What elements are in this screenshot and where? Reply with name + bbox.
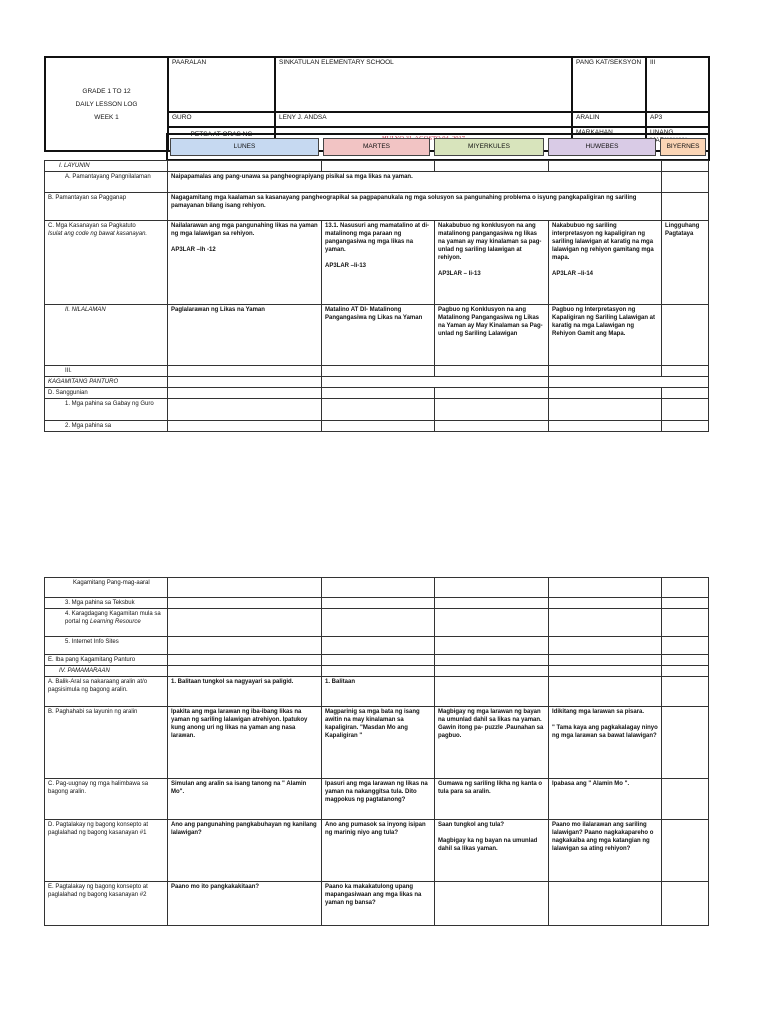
empty-cell bbox=[662, 637, 709, 655]
empty-cell bbox=[662, 598, 709, 609]
empty-cell bbox=[549, 377, 709, 388]
row-c-martes: Ipasuri ang mga larawan ng likas na yaman na nakanggitsa tula. Dito magpokus ng pagtatanong? bbox=[322, 779, 435, 820]
section1-table bbox=[44, 160, 709, 432]
day-martes bbox=[323, 138, 430, 156]
pagganap-label: B. Pamantayan sa Pagganap bbox=[45, 193, 168, 221]
paaralan-value: SINKATULAN ELEMENTARY SCHOOL bbox=[275, 57, 572, 112]
kasanayan-biyernes: Lingguhang Pagtataya bbox=[662, 221, 709, 305]
nilalaman-miyerkules: Pagbuo ng Konklusyon na ang Matalinong Pangangasiwa ng Likas na Yaman ay May Kinalaman sa Pag-unlad ng Sariling Lalawigan bbox=[435, 305, 549, 366]
row-a-lunes: 1. Balitaan tungkol sa nagyayari sa paligid. bbox=[168, 677, 322, 707]
dll-label: DAILY LESSON LOG bbox=[75, 100, 138, 108]
nilalaman-huwebes: Pagbuo ng Interpretasyon ng Kapaligiran ng Sariling Lalawigan at karatig na mga Lalawigan ng Rehiyon Gamit ang Mapa. bbox=[549, 305, 662, 366]
empty-cell bbox=[322, 609, 435, 637]
aralin-label: ARALIN bbox=[572, 112, 646, 127]
day-huwebes-label: HUWEBES bbox=[585, 143, 619, 150]
row-b-huwebes: Idikitang mga larawan sa pisara. " Tama kaya ang pagkakalagay ninyo ng mga larawan sa bawat lalawigan? bbox=[549, 707, 662, 779]
empty-cell bbox=[435, 399, 549, 421]
row-c-huwebes: Ipabasa ang " Alamin Mo ". bbox=[549, 779, 662, 820]
row-d-huwebes: Paano mo ilalarawan ang sariling lalawigan? Paano nagkakapareho o nagkakaiba ang mga katangian ng lalawigan sa ating rehiyon? bbox=[549, 820, 662, 882]
nilalaman-martes: Matalino AT DI- Matalinong Pangangasiwa ng Likas na Yaman bbox=[322, 305, 435, 366]
empty-cell bbox=[662, 388, 709, 399]
empty-cell bbox=[549, 161, 662, 172]
internet-label: 5. Internet Info Sites bbox=[45, 637, 168, 655]
section1-wrap bbox=[44, 160, 708, 432]
empty-cell bbox=[168, 377, 322, 388]
row-a-label: A. Balik-Aral sa nakaraang aralin at/o pagsisimula ng bagong aralin. bbox=[45, 677, 168, 707]
empty-cell bbox=[662, 161, 709, 172]
empty-cell bbox=[435, 609, 549, 637]
empty-cell bbox=[168, 666, 322, 677]
empty-cell bbox=[435, 421, 549, 432]
learning-resource-label: Learning Resource bbox=[90, 619, 141, 625]
empty-cell bbox=[549, 609, 662, 637]
pagganap-text: Nagagamitang mga kaalaman sa kasanayang pangheograpikal sa pagpapanukala ng mga solusyon sa pangunahing problema o isyung pangkapaligiran ng sariling pamayanan bilang isang rehiyon. bbox=[168, 193, 662, 221]
day-lunes bbox=[170, 138, 319, 156]
row-a-martes: 1. Balitaan bbox=[322, 677, 435, 707]
grade-block bbox=[45, 57, 168, 151]
grade-label: GRADE 1 TO 12 bbox=[82, 87, 131, 95]
pahina-label: 2. Mga pahina sa bbox=[45, 421, 168, 432]
empty-cell bbox=[168, 421, 322, 432]
empty-cell bbox=[322, 399, 435, 421]
empty-cell bbox=[168, 609, 322, 637]
iba-pang-label: E. Iba pang Kagamitang Panturo bbox=[45, 655, 168, 666]
pamamaraan-label: IV. PAMAMARAAN bbox=[45, 666, 168, 677]
empty-cell bbox=[662, 578, 709, 598]
empty-cell bbox=[322, 366, 435, 377]
empty-cell bbox=[435, 366, 549, 377]
section2-wrap bbox=[44, 577, 708, 926]
markahan-label: MARKAHAN bbox=[572, 127, 646, 151]
nilalaman-lunes: Paglalarawan ng Likas na Yaman bbox=[168, 305, 322, 366]
row-e-martes: Paano ka makakatulong upang mapangasiwaan ang mga likas na yaman ng bansa? bbox=[322, 882, 435, 926]
day-miyerkules-label: MIYERKULES bbox=[468, 143, 510, 150]
empty-cell bbox=[549, 578, 662, 598]
empty-cell bbox=[168, 655, 322, 666]
karagdagang-label: 4. Karagdagang Kagamitan mula sa portal ng bbox=[65, 611, 161, 625]
kagamitang-cont-label: Kagamitang Pang-mag-aaral bbox=[45, 578, 168, 598]
empty-cell bbox=[322, 637, 435, 655]
day-huwebes bbox=[548, 138, 656, 156]
empty-cell bbox=[662, 193, 709, 221]
row-c-miyerkules: Gumawa ng sariling likha ng kanta o tula para sa aralin. bbox=[435, 779, 549, 820]
empty-cell bbox=[322, 377, 549, 388]
empty-cell bbox=[435, 655, 549, 666]
empty-cell bbox=[435, 666, 549, 677]
gabay-label: 1. Mga pahina sa Gabay ng Guro bbox=[45, 399, 168, 421]
kagamitan-label: KAGAMITANG PANTURO bbox=[45, 377, 168, 388]
empty-cell bbox=[549, 366, 662, 377]
empty-cell bbox=[549, 388, 662, 399]
empty-cell bbox=[168, 578, 322, 598]
pamantayang-text: Naipapamalas ang pang-unawa sa pangheograpiyang pisikal sa mga likas na yaman. bbox=[168, 172, 662, 193]
empty-cell bbox=[322, 161, 435, 172]
row-d-label: D. Pagtalakay ng bagong konsepto at paglalahad ng bagong kasanayan #1 bbox=[45, 820, 168, 882]
kasanayan-miyerkules: Nakabubuo ng konklusyon na ang matalinong pangangasiwa ng likas na yaman ay may kinalaman sa pag-unlad ng sariling lalawigan at rehiyon. AP3LAR – Ii-13 bbox=[435, 221, 549, 305]
guro-value: LENY J. ANDSA bbox=[275, 112, 572, 127]
karagdagang-cell bbox=[45, 609, 168, 637]
markahan-value: UNANG bbox=[646, 127, 709, 151]
row-e-miyerkules bbox=[435, 882, 549, 926]
paaralan-label: PAARALAN bbox=[168, 57, 275, 112]
empty-cell bbox=[322, 655, 435, 666]
empty-cell bbox=[435, 578, 549, 598]
pamantayang-label: A. Pamantayang Pangnilalaman bbox=[45, 172, 168, 193]
empty-cell bbox=[662, 366, 709, 377]
row-b-miyerkules: Magbigay ng mga larawan ng bayan na umunlad dahil sa likas na yaman. Gawin itong pa- puzzle .Paunahan sa pagbuo. bbox=[435, 707, 549, 779]
kasanayan-huwebes: Nakabubuo ng sariling interpretasyon ng kapaligiran ng sariling lalawigan at karatig na mga lalawigan ng rehiyon gamitang mga mapa. AP3LAR –Ii-14 bbox=[549, 221, 662, 305]
row-a-miyerkules bbox=[435, 677, 549, 707]
row-a-huwebes bbox=[549, 677, 662, 707]
empty-cell bbox=[168, 637, 322, 655]
empty-cell bbox=[662, 666, 709, 677]
empty-cell bbox=[322, 598, 435, 609]
empty-cell bbox=[549, 637, 662, 655]
row-e-huwebes bbox=[549, 882, 662, 926]
sanggunian-label: D. Sanggunian bbox=[45, 388, 168, 399]
layunin-label: I. LAYUNIN bbox=[45, 161, 168, 172]
empty-cell bbox=[435, 161, 549, 172]
row-c-label: C. Pag-uugnay ng mga halimbawa sa bagong aralin. bbox=[45, 779, 168, 820]
empty-cell bbox=[322, 388, 435, 399]
empty-cell bbox=[168, 598, 322, 609]
day-biyernes bbox=[660, 138, 706, 156]
teksbuk-label: 3. Mga pahina sa Teksbuk bbox=[45, 598, 168, 609]
day-biyernes-label: BIYERNES bbox=[666, 143, 700, 150]
empty-cell bbox=[168, 161, 322, 172]
empty-cell bbox=[662, 421, 709, 432]
row-a-biyernes bbox=[662, 677, 709, 707]
petsa-label: PETSA AT ORAS NG bbox=[168, 127, 275, 151]
row-d-lunes: Ano ang pangunahing pangkabuhayan ng kanilang lalawigan? bbox=[168, 820, 322, 882]
pangkat-value: III bbox=[646, 57, 709, 112]
empty-cell bbox=[662, 399, 709, 421]
empty-cell bbox=[549, 421, 662, 432]
empty-cell bbox=[435, 388, 549, 399]
empty-cell bbox=[168, 366, 322, 377]
aralin-value: AP3 bbox=[646, 112, 709, 127]
empty-cell bbox=[435, 598, 549, 609]
empty-cell bbox=[662, 172, 709, 193]
empty-cell bbox=[168, 388, 322, 399]
day-martes-label: MARTES bbox=[363, 143, 390, 150]
day-lunes-label: LUNES bbox=[233, 143, 256, 150]
empty-cell bbox=[168, 399, 322, 421]
nilalaman-biyernes bbox=[662, 305, 709, 366]
empty-cell bbox=[322, 421, 435, 432]
row-b-biyernes bbox=[662, 707, 709, 779]
row-c-lunes: Simulan ang aralin sa isang tanong na " Alamin Mo". bbox=[168, 779, 322, 820]
empty-cell bbox=[549, 655, 662, 666]
pangkat-label: PANG KAT/SEKSYON bbox=[572, 57, 646, 112]
row-d-miyerkules: Saan tungkol ang tula? Magbigay ka ng bayan na umunlad dahil sa likas yaman. bbox=[435, 820, 549, 882]
section2-table bbox=[44, 577, 709, 926]
guro-label: GURO bbox=[168, 112, 275, 127]
day-miyerkules bbox=[434, 138, 544, 156]
kasanayan-label: C. Mga Kasanayan sa Pagkatuto bbox=[48, 223, 136, 229]
row-d-biyernes bbox=[662, 820, 709, 882]
empty-cell bbox=[662, 609, 709, 637]
days-strip bbox=[166, 133, 710, 161]
row-b-label: B. Paghahabi sa layunin ng aralin bbox=[45, 707, 168, 779]
row-c-biyernes bbox=[662, 779, 709, 820]
kasanayan-martes: 13.1. Nasusuri ang mamatalino at di-matalinong mga paraan ng pangangasiwa ng mga likas na yaman. AP3LAR –Ii-13 bbox=[322, 221, 435, 305]
empty-cell bbox=[322, 666, 435, 677]
row-e-lunes: Paano mo ito pangkakakitaan? bbox=[168, 882, 322, 926]
empty-cell bbox=[435, 637, 549, 655]
kasanayan-lunes: Nailalarawan ang mga pangunahing likas na yaman ng mga lalawigan sa rehiyon. AP3LAR –Ih -12 bbox=[168, 221, 322, 305]
nilalaman-label: II. NILALAMAN bbox=[45, 305, 168, 366]
row-b-lunes: Ipakita ang mga larawan ng iba-ibang likas na yaman ng sariling lalawigan atrehiyon. Ipatukoy kung anong uri ng likas na yaman ang nasa larawan. bbox=[168, 707, 322, 779]
week-label: WEEK 1 bbox=[94, 113, 119, 121]
empty-cell bbox=[549, 399, 662, 421]
empty-cell bbox=[549, 666, 662, 677]
kasanayan-label-cell bbox=[45, 221, 168, 305]
row-e-biyernes bbox=[662, 882, 709, 926]
empty-cell bbox=[662, 655, 709, 666]
row-d-martes: Ano ang pumasok sa inyong isipan ng marinig niyo ang tula? bbox=[322, 820, 435, 882]
empty-cell bbox=[549, 598, 662, 609]
row-e-label: E. Pagtalakay ng bagong konsepto at paglalahad ng bagong kasanayan #2 bbox=[45, 882, 168, 926]
iii-label: III. bbox=[45, 366, 168, 377]
row-b-martes: Magparinig sa mga bata ng isang awitin na may kinalaman sa kapaligiran. "Masdan Mo ang Kapaligiran " bbox=[322, 707, 435, 779]
kasanayan-sub: Isulat ang code ng bawat kasanayan. bbox=[48, 231, 148, 237]
empty-cell bbox=[322, 578, 435, 598]
